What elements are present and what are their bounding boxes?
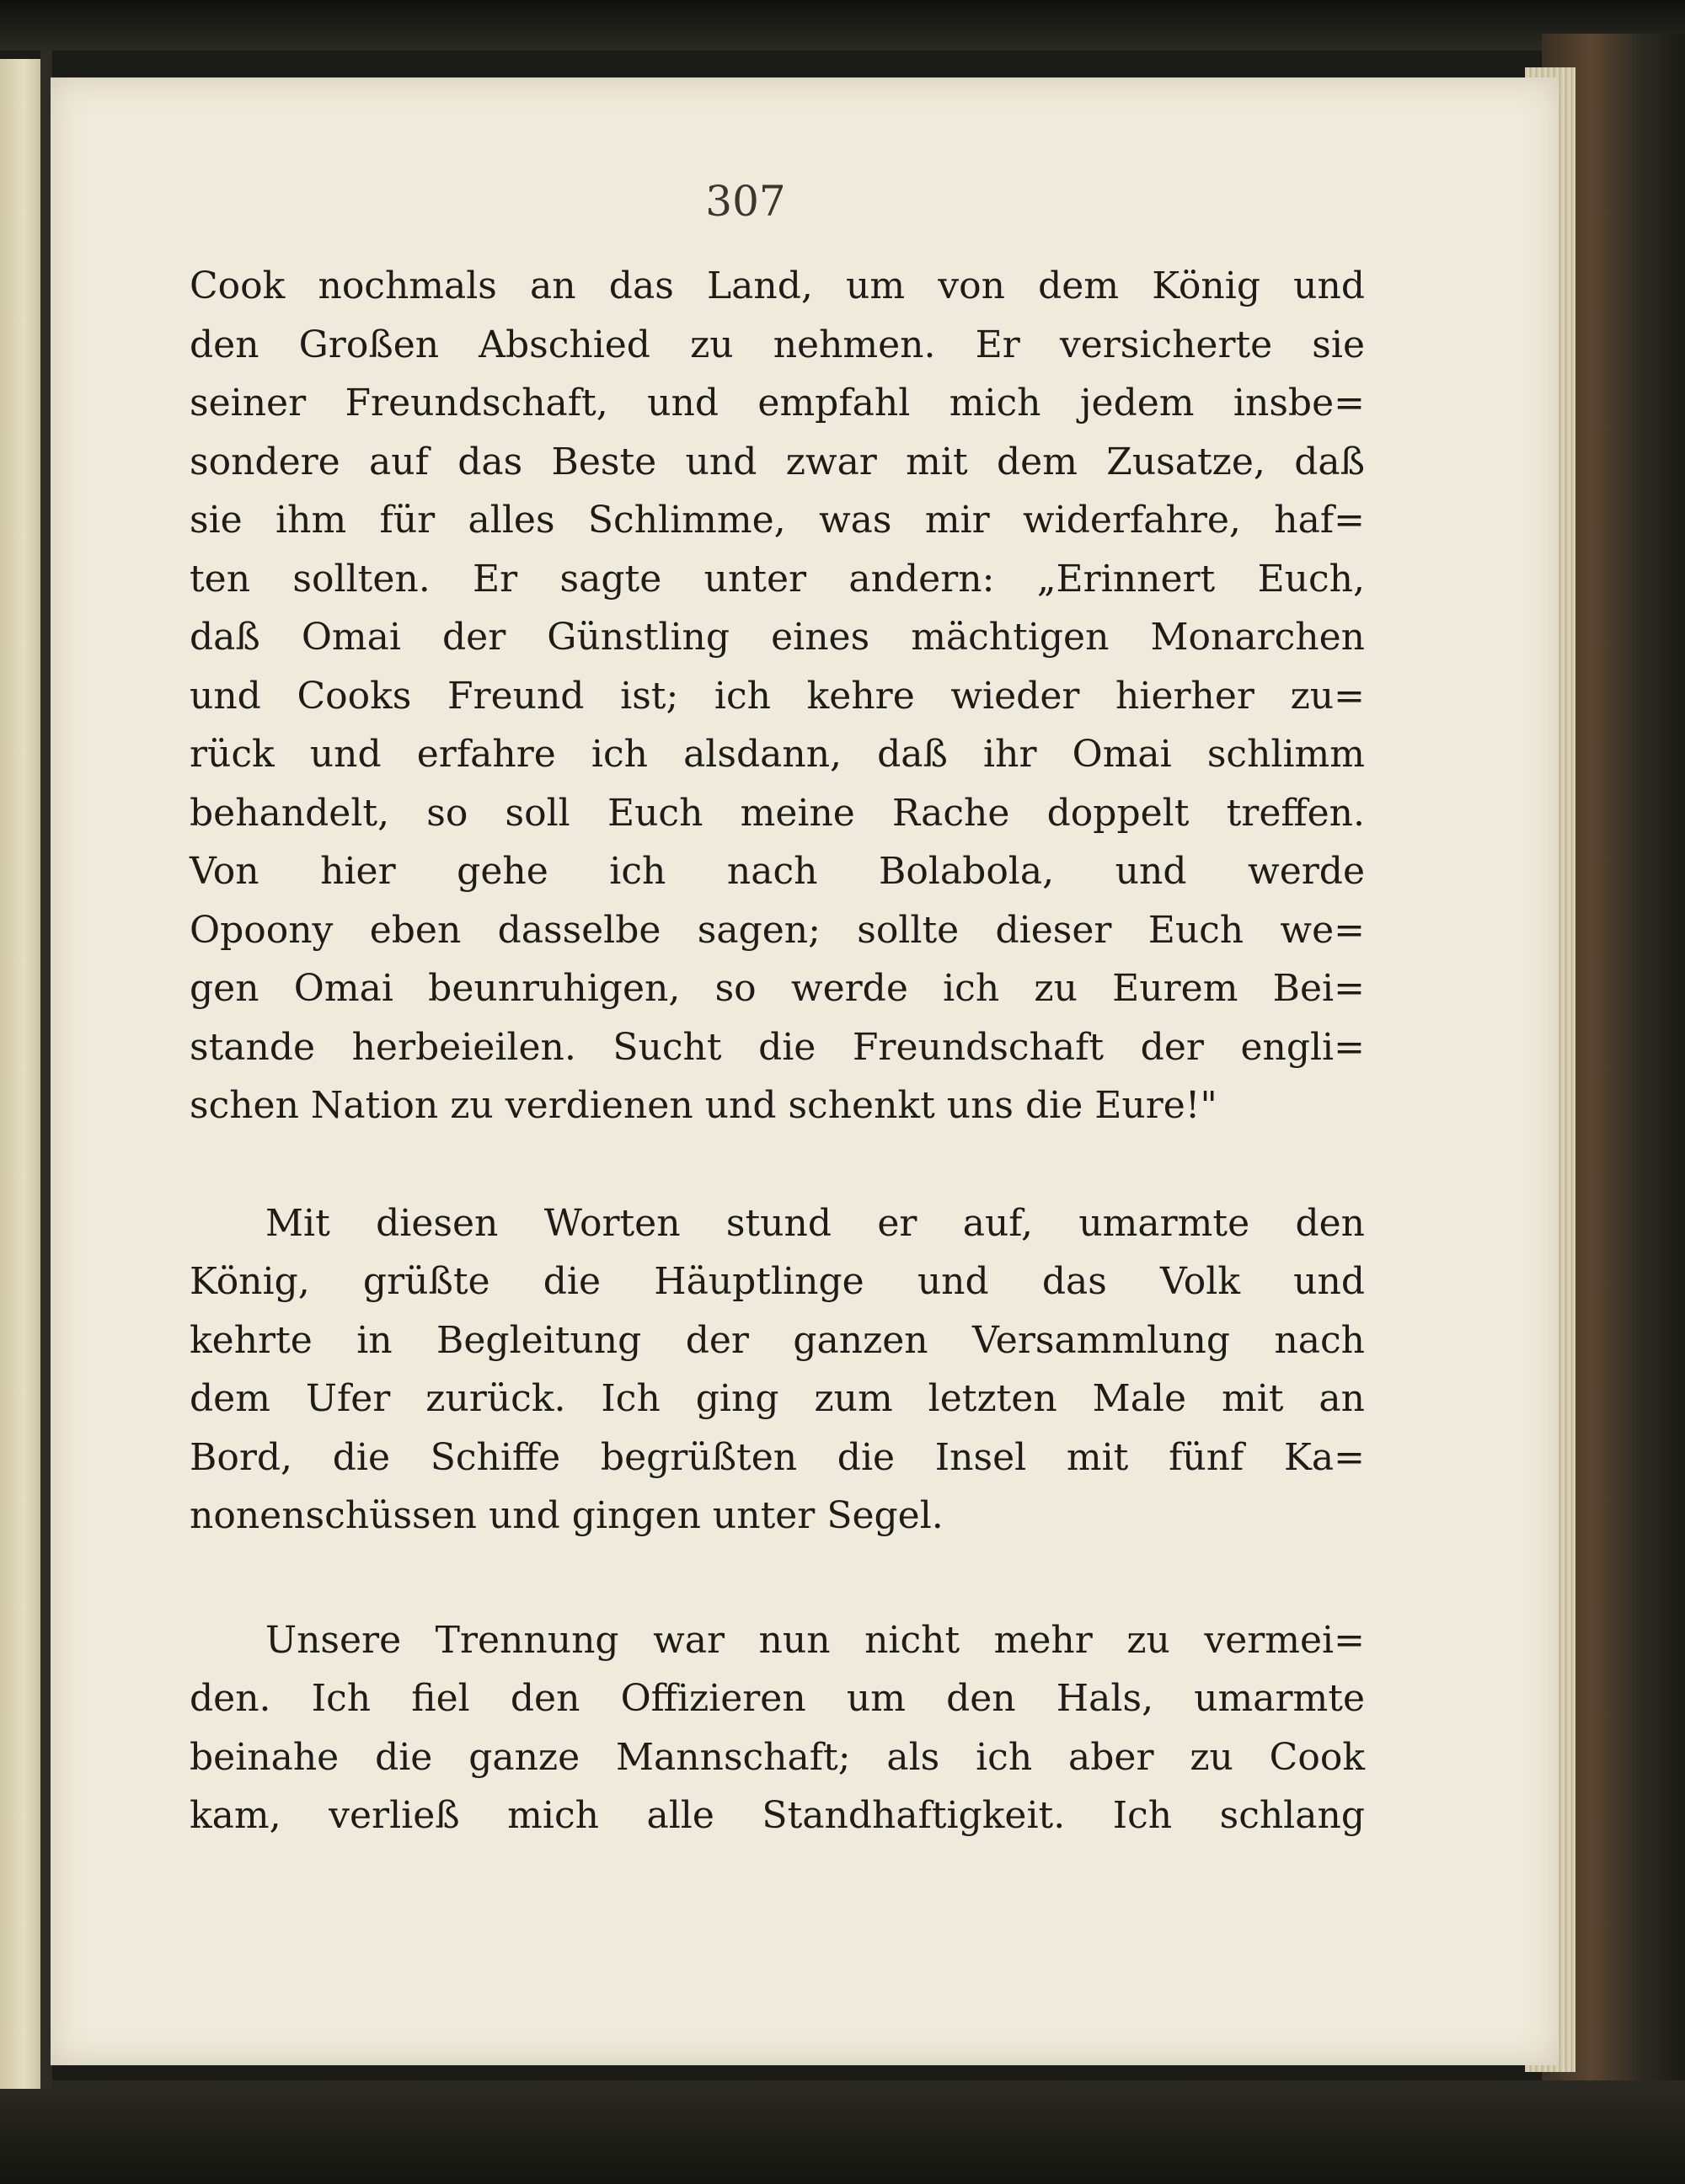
page-text — [190, 257, 1365, 1845]
text-line: kehrte in Begleitung der ganzen Versammlung nach — [190, 1318, 1365, 1362]
paragraph-1 — [190, 257, 1365, 1135]
text-line: und Cooks Freund ist; ich kehre wieder hierher zu= — [190, 674, 1365, 718]
text-line: den Großen Abschied zu nehmen. Er versicherte sie — [190, 323, 1365, 366]
text-line: Mit diesen Worten stund er auf, umarmte den — [265, 1201, 1365, 1245]
text-line: nonenschüssen und gingen unter Segel. — [190, 1494, 944, 1537]
text-line: sondere auf das Beste und zwar mit dem Zusatze, daß — [190, 440, 1365, 483]
text-line: beinahe die ganze Mannschaft; als ich aber zu Cook — [190, 1735, 1365, 1779]
text-line: Bord, die Schiffe begrüßten die Insel mit fünf Ka= — [190, 1435, 1365, 1479]
paragraph-3 — [190, 1611, 1365, 1845]
text-line: kam, verließ mich alle Standhaftigkeit. Ich schlang — [190, 1794, 1365, 1837]
text-line: ten sollten. Er sagte unter andern: „Erinnert Euch, — [190, 557, 1365, 601]
text-line: seiner Freundschaft, und empfahl mich jedem insbe= — [190, 382, 1365, 425]
book-cover-bottom — [0, 2080, 1685, 2184]
text-line: behandelt, so soll Euch meine Rache doppelt treffen. — [190, 791, 1365, 835]
text-line: den. Ich fiel den Offizieren um den Hals, umarmte — [190, 1677, 1365, 1720]
text-line: Von hier gehe ich nach Bolabola, und werde — [190, 850, 1365, 893]
paragraph-gap — [190, 1135, 1365, 1194]
paragraph-gap — [190, 1546, 1365, 1611]
text-line: dem Ufer zurück. Ich ging zum letzten Male mit an — [190, 1377, 1365, 1420]
text-line: daß Omai der Günstling eines mächtigen Monarchen — [190, 616, 1365, 659]
text-line: sie ihm für alles Schlimme, was mir widerfahre, haf= — [190, 499, 1365, 542]
text-line: Cook nochmals an das Land, um von dem König und — [190, 264, 1365, 307]
text-line: Unsere Trennung war nun nicht mehr zu vermei= — [265, 1618, 1365, 1662]
page-number: 307 — [705, 177, 786, 226]
text-line: stande herbeieilen. Sucht die Freundschaft der engli= — [190, 1025, 1365, 1069]
book-cover-top — [0, 0, 1685, 51]
text-line: König, grüßte die Häuptlinge und das Volk und — [190, 1260, 1365, 1303]
text-line: schen Nation zu verdienen und schenkt uns die Eure!" — [190, 1084, 1217, 1127]
previous-page-edge — [0, 59, 40, 2089]
text-line: Opoony eben dasselbe sagen; sollte dieser Euch we= — [190, 908, 1365, 952]
text-line: gen Omai beunruhigen, so werde ich zu Eurem Bei= — [190, 967, 1365, 1010]
text-line: rück und erfahre ich alsdann, daß ihr Omai schlimm — [190, 733, 1365, 776]
paragraph-2 — [190, 1194, 1365, 1546]
